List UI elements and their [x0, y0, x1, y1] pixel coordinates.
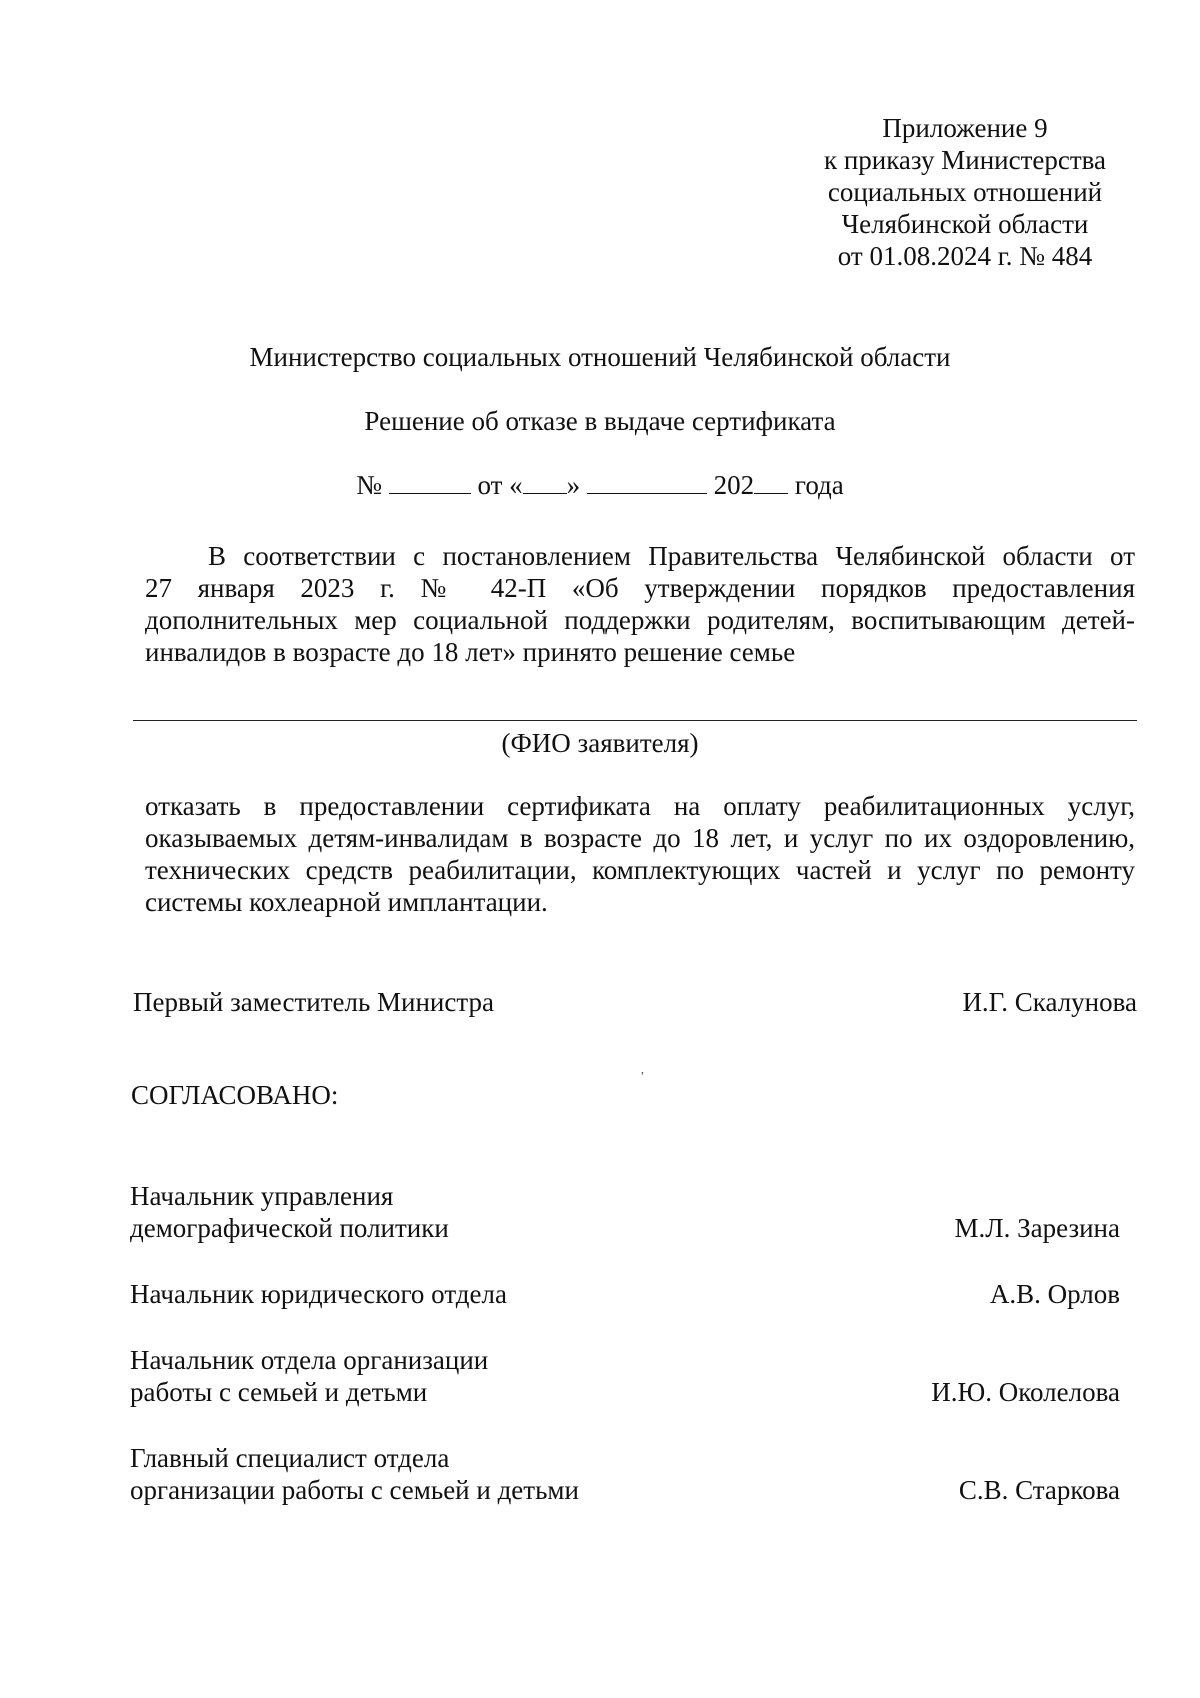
paragraph-line: В соответствии с постановлением Правительства Челябинской области от [208, 541, 1135, 571]
approver-name: А.В. Орлов [989, 1279, 1120, 1309]
approver-position [130, 1442, 579, 1506]
appendix-line: Челябинской области [841, 209, 1089, 239]
paragraph-line: оказываемых детям-инвалидам в возрасте до 18 лет, и услуг по их оздоровлению, [145, 823, 1135, 853]
appendix-header [800, 112, 1130, 272]
paragraph-line: инвалидов в возрасте до 18 лет» принято решение семье [145, 637, 796, 667]
year-prefix: 202 [713, 470, 755, 500]
agreed-label: СОГЛАСОВАНО: [131, 1080, 339, 1110]
appendix-line: Приложение 9 [882, 113, 1048, 143]
day-blank [523, 471, 567, 494]
approver-position-line: Начальник управления [130, 1181, 394, 1211]
signatory-name: И.Г. Скалунова [962, 987, 1137, 1017]
approver-position-line: Главный специалист отдела [130, 1443, 450, 1473]
appendix-line: от 01.08.2024 г. № 484 [837, 241, 1093, 271]
number-sign: № [356, 470, 382, 500]
paragraph-line: отказать в предоставлении сертификата на оплату реабилитационных услуг, [145, 791, 1135, 821]
decision-number-line [0, 470, 1200, 501]
approver-position [130, 1278, 507, 1310]
approver-position-line: организации работы с семьей и детьми [130, 1475, 579, 1505]
paragraph-line: технических средств реабилитации, комплектующих частей и услуг по ремонту [145, 855, 1135, 885]
decision-title: Решение об отказе в выдаче сертификата [364, 406, 836, 436]
date-from-label: от « [477, 470, 523, 500]
paragraph-refusal [145, 790, 1135, 918]
appendix-line: к приказу Министерства [823, 145, 1107, 175]
ministry-name: Министерство социальных отношений Челябинской области [249, 342, 951, 372]
approver-position [130, 1180, 449, 1244]
signatory-position: Первый заместитель Министра [133, 987, 494, 1017]
year-blank [754, 471, 788, 494]
scan-speck: , [641, 1062, 644, 1076]
approver-name: М.Л. Зарезина [954, 1213, 1120, 1243]
month-blank [587, 471, 707, 494]
year-suffix: года [794, 470, 844, 500]
approver-name: И.Ю. Околелова [931, 1377, 1120, 1407]
paragraph-line: 27 января 2023 г. № 42-П «Об утверждении порядков предоставления [145, 573, 1135, 603]
paragraph-basis [145, 540, 1135, 668]
number-blank [389, 471, 471, 494]
date-close-quote: » [566, 470, 581, 500]
applicant-name-line [133, 720, 1137, 721]
approver-position-line: Начальник отдела организации [130, 1345, 489, 1375]
approver-name: С.В. Старкова [958, 1475, 1120, 1505]
applicant-name-caption: (ФИО заявителя) [501, 728, 699, 758]
approver-position [130, 1344, 488, 1408]
paragraph-line: системы кохлеарной имплантации. [145, 887, 548, 917]
approver-position-line: демографической политики [130, 1213, 449, 1243]
appendix-line: социальных отношений [827, 177, 1103, 207]
approver-position-line: работы с семьей и детьми [130, 1377, 428, 1407]
approver-position-line: Начальник юридического отдела [130, 1279, 507, 1309]
paragraph-line: дополнительных мер социальной поддержки родителям, воспитывающим детей- [145, 605, 1135, 635]
